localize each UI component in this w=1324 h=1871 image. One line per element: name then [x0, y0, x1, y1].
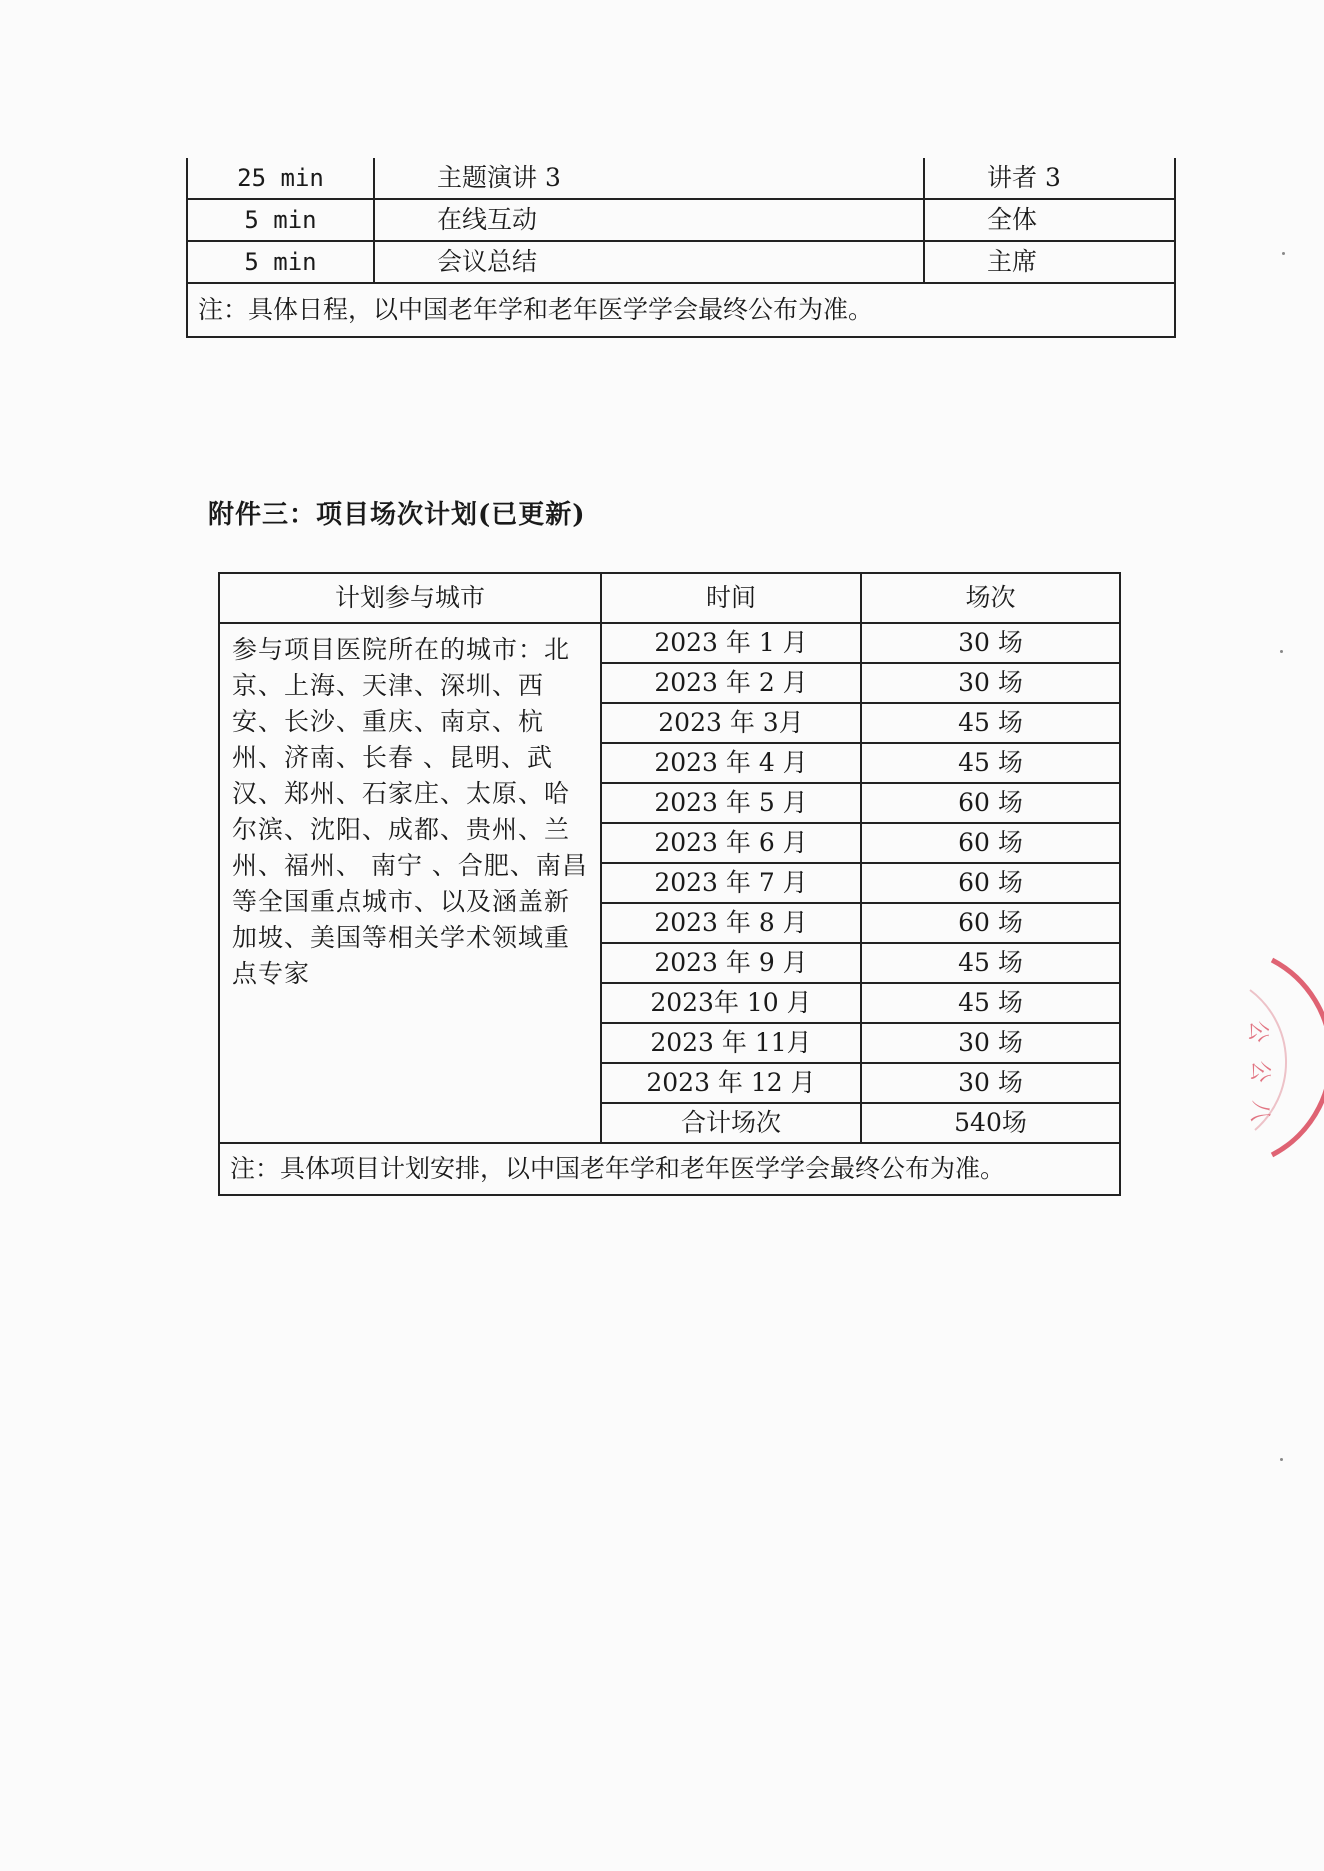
plan-time: 2023 年 1 月: [601, 623, 861, 663]
city-list: 参与项目医院所在的城市：北京、上海、天津、深圳、西安、长沙、重庆、南京、杭州、济南、长春 、昆明、武汉、郑州、石家庄、太原、哈尔滨、沈阳、成都、贵州、兰州、福州、 南宁 、合肥、南昌等全国重点城市、以及涵盖新加坡、美国等相关学术领域重点专家: [219, 623, 601, 1143]
agenda-time: 5 min: [187, 241, 374, 283]
plan-count: 60 场: [861, 783, 1120, 823]
plan-time: 2023 年 6 月: [601, 823, 861, 863]
plan-time: 2023 年 8 月: [601, 903, 861, 943]
plan-time: 2023 年 7 月: [601, 863, 861, 903]
plan-time: 2023 年 12 月: [601, 1063, 861, 1103]
total-label: 合计场次: [601, 1103, 861, 1143]
plan-note-row: [219, 1143, 1120, 1195]
table-row: [187, 199, 1175, 241]
agenda-note-row: [187, 283, 1175, 337]
total-value: 540场: [861, 1103, 1120, 1143]
plan-count: 60 场: [861, 863, 1120, 903]
plan-count: 45 场: [861, 703, 1120, 743]
svg-text:公: 公: [1246, 1059, 1273, 1084]
plan-time: 2023 年 3月: [601, 703, 861, 743]
svg-text:公: 公: [1244, 1019, 1271, 1044]
table-header-row: [219, 573, 1120, 623]
agenda-time: 25 min: [187, 158, 374, 199]
plan-time: 2023 年 2 月: [601, 663, 861, 703]
agenda-table: [186, 158, 1176, 338]
plan-count: 30 场: [861, 663, 1120, 703]
plan-table: [218, 572, 1121, 1196]
header-city: 计划参与城市: [219, 573, 601, 623]
agenda-topic: 在线互动: [374, 199, 924, 241]
plan-count: 60 场: [861, 903, 1120, 943]
plan-time: 2023 年 11月: [601, 1023, 861, 1063]
table-row: [219, 623, 1120, 663]
plan-count: 60 场: [861, 823, 1120, 863]
agenda-speaker: 讲者 3: [924, 158, 1175, 199]
plan-count: 45 场: [861, 983, 1120, 1023]
agenda-note: 注：具体日程，以中国老年学和老年医学学会最终公布为准。: [187, 283, 1175, 337]
plan-count: 30 场: [861, 623, 1120, 663]
header-count: 场次: [861, 573, 1120, 623]
plan-count: 45 场: [861, 743, 1120, 783]
plan-count: 30 场: [861, 1063, 1120, 1103]
plan-count: 30 场: [861, 1023, 1120, 1063]
table-row: [187, 158, 1175, 199]
plan-time: 2023 年 4 月: [601, 743, 861, 783]
header-time: 时间: [601, 573, 861, 623]
agenda-speaker: 主席: [924, 241, 1175, 283]
plan-time: 2023年 10 月: [601, 983, 861, 1023]
plan-time: 2023 年 5 月: [601, 783, 861, 823]
plan-count: 45 场: [861, 943, 1120, 983]
agenda-topic: 会议总结: [374, 241, 924, 283]
svg-text:八: 八: [1246, 1099, 1273, 1124]
agenda-topic: 主题演讲 3: [374, 158, 924, 199]
agenda-time: 5 min: [187, 199, 374, 241]
agenda-speaker: 全体: [924, 199, 1175, 241]
table-row: [187, 241, 1175, 283]
section-title: 附件三：项目场次计划(已更新): [208, 500, 586, 530]
plan-note: 注：具体项目计划安排，以中国老年学和老年医学学会最终公布为准。: [219, 1143, 1120, 1195]
red-seal-stamp: [1210, 950, 1324, 1170]
plan-time: 2023 年 9 月: [601, 943, 861, 983]
